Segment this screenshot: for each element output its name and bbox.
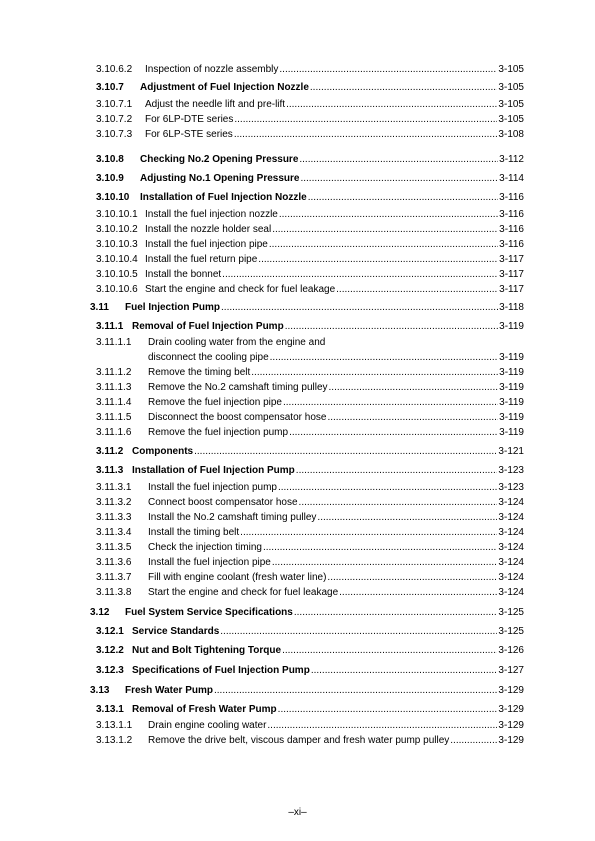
toc-entry-page: 3-119 — [499, 427, 524, 438]
dot-leader — [310, 82, 498, 94]
toc-entry-page: 3-124 — [498, 512, 524, 523]
page-number-footer: –xi– — [288, 807, 307, 818]
toc-entry-number: 3.11.2 — [96, 446, 124, 457]
toc-entry-title: Remove the No.2 camshaft timing pulley — [148, 382, 328, 393]
toc-entry-number: 3.13.1.1 — [96, 720, 133, 731]
dot-leader — [278, 482, 497, 494]
toc-entry-number: 3.11.3 — [96, 465, 124, 476]
toc-entry-title: Connect boost compensator hose — [148, 497, 298, 508]
toc-entry-page: 3-127 — [498, 665, 524, 676]
toc-entry-title: disconnect the cooling pipe — [148, 352, 269, 363]
toc-entry-number: 3.11.3.6 — [96, 557, 132, 568]
toc-entry-number: 3.11.3.3 — [96, 512, 132, 523]
toc-entry-number: 3.10.10.6 — [96, 284, 138, 295]
toc-entry-number: 3.13 — [90, 685, 110, 696]
toc-entry-number: 3.11.3.5 — [96, 542, 132, 553]
toc-entry-number: 3.11.1.2 — [96, 367, 132, 378]
toc-entry-page: 3-125 — [498, 626, 524, 637]
toc-entry[interactable] — [96, 624, 524, 638]
toc-entry-page: 3-124 — [498, 557, 524, 568]
toc-entry-title: Drain cooling water from the engine and — [148, 337, 326, 348]
dot-leader — [308, 192, 498, 204]
toc-entry-title: Install the fuel return pipe — [145, 254, 258, 265]
toc-entry-title: Nut and Bolt Tightening Torque — [132, 645, 282, 656]
toc-entry-page: 3-105 — [498, 114, 524, 125]
toc-entry-page: 3-129 — [498, 685, 524, 696]
toc-entry-page: 3-116 — [499, 224, 524, 235]
toc-entry-title: Install the bonnet — [145, 269, 222, 280]
toc-entry[interactable] — [96, 510, 524, 524]
toc-entry[interactable] — [96, 425, 524, 439]
toc-entry-title: Adjusting No.1 Opening Pressure — [140, 173, 300, 184]
dot-leader — [327, 412, 498, 424]
toc-entry-page: 3-124 — [498, 587, 524, 598]
toc-entry-title: Fuel System Service Specifications — [125, 607, 293, 618]
toc-entry-title: Install the timing belt — [148, 527, 240, 538]
toc-entry-number: 3.10.10.2 — [96, 224, 138, 235]
toc-entry[interactable] — [96, 97, 524, 111]
dot-leader — [272, 557, 498, 569]
toc-entry-page: 3-105 — [498, 82, 524, 93]
toc-entry-title: Checking No.2 Opening Pressure — [140, 154, 299, 165]
toc-entry-number: 3.11.3.4 — [96, 527, 132, 538]
toc-entry-title: Removal of Fresh Water Pump — [132, 704, 277, 715]
toc-entry-page: 3-123 — [498, 465, 524, 476]
toc-entry-title: Install the fuel injection pipe — [145, 239, 268, 250]
toc-entry-title: Inspection of nozzle assembly — [145, 64, 279, 75]
toc-entry-number: 3.10.7.2 — [96, 114, 133, 125]
dot-leader — [294, 607, 498, 619]
toc-entry[interactable] — [96, 252, 524, 266]
toc-entry-title: Check the injection timing — [148, 542, 262, 553]
toc-entry[interactable] — [96, 444, 524, 458]
toc-entry-number: 3.11.3.2 — [96, 497, 132, 508]
toc-entry-number: 3.10.7.3 — [96, 129, 133, 140]
toc-entry-title: Install the fuel injection nozzle — [145, 209, 278, 220]
dot-leader — [269, 239, 498, 251]
toc-entry[interactable] — [96, 62, 524, 76]
toc-entry[interactable] — [96, 410, 524, 424]
toc-entry-number: 3.10.10.3 — [96, 239, 138, 250]
toc-entry[interactable] — [96, 171, 524, 185]
dot-leader — [286, 99, 497, 111]
toc-entry-number: 3.10.7.1 — [96, 99, 133, 110]
toc-entry-title: Components — [132, 446, 194, 457]
toc-entry-title: Service Standards — [132, 626, 220, 637]
toc-entry[interactable] — [96, 395, 524, 409]
toc-entry[interactable] — [96, 237, 524, 251]
dot-leader — [336, 284, 498, 296]
toc-entry-title: Start the engine and check for fuel leakage — [148, 587, 339, 598]
dot-leader — [221, 302, 498, 314]
toc-entry[interactable] — [96, 222, 524, 236]
toc-entry-number: 3.10.8 — [96, 154, 124, 165]
toc-entry-number: 3.12.1 — [96, 626, 124, 637]
toc-entry-number: 3.10.10.4 — [96, 254, 138, 265]
toc-entry-number: 3.11 — [90, 302, 109, 313]
toc-entry[interactable] — [96, 350, 524, 364]
toc-entry-page: 3-123 — [498, 482, 524, 493]
toc-entry-number: 3.13.1.2 — [96, 735, 133, 746]
toc-entry-number: 3.10.10.1 — [96, 209, 138, 220]
toc-entry-page: 3-129 — [498, 720, 524, 731]
toc-entry[interactable] — [96, 112, 524, 126]
toc-entry-page: 3-119 — [499, 382, 524, 393]
dot-leader — [299, 497, 498, 509]
toc-entry-page: 3-129 — [498, 735, 524, 746]
toc-entry-title: Remove the fuel injection pump — [148, 427, 289, 438]
toc-entry-number: 3.10.10 — [96, 192, 130, 203]
toc-entry-page: 3-105 — [498, 99, 524, 110]
toc-entry-number: 3.11.1.4 — [96, 397, 132, 408]
toc-entry[interactable] — [96, 718, 524, 732]
dot-leader — [194, 446, 497, 458]
toc-entry[interactable] — [96, 733, 524, 747]
toc-entry-page: 3-119 — [499, 412, 524, 423]
toc-entry-number: 3.12.2 — [96, 645, 124, 656]
dot-leader — [327, 572, 497, 584]
toc-entry-page: 3-116 — [499, 209, 524, 220]
dot-leader — [289, 427, 498, 439]
toc-entry[interactable] — [96, 335, 524, 349]
toc-entry-number: 3.11.1.1 — [96, 337, 132, 348]
toc-entry[interactable] — [96, 80, 524, 94]
toc-entry-title: For 6LP-STE series — [145, 129, 233, 140]
toc-entry-page: 3-114 — [499, 173, 524, 184]
toc-entry-page: 3-125 — [498, 607, 524, 618]
dot-leader — [234, 129, 498, 141]
toc-entry-title: Start the engine and check for fuel leakage — [145, 284, 336, 295]
dot-leader — [279, 209, 498, 221]
dot-leader — [283, 397, 498, 409]
toc-entry[interactable] — [96, 540, 524, 554]
toc-entry[interactable] — [96, 267, 524, 281]
toc-entry[interactable] — [90, 300, 524, 314]
dot-leader — [282, 645, 497, 657]
toc-entry-page: 3-117 — [499, 269, 524, 280]
dot-leader — [329, 382, 499, 394]
toc-entry-title: Installation of Fuel Injection Pump — [132, 465, 295, 476]
toc-entry[interactable] — [96, 380, 524, 394]
dot-leader — [279, 64, 497, 76]
dot-leader — [234, 114, 497, 126]
toc-entry-page: 3-119 — [499, 321, 524, 332]
toc-entry-number: 3.12.3 — [96, 665, 124, 676]
toc-entry-number: 3.10.9 — [96, 173, 124, 184]
toc-entry-title: Fuel Injection Pump — [125, 302, 221, 313]
toc-entry-title: Remove the timing belt — [148, 367, 251, 378]
toc-entry-title: Installation of Fuel Injection Nozzle — [140, 192, 307, 203]
toc-entry-number: 3.11.3.1 — [96, 482, 132, 493]
toc-entry-title: Adjustment of Fuel Injection Nozzle — [140, 82, 309, 93]
dot-leader — [258, 254, 498, 266]
toc-entry-title: Specifications of Fuel Injection Pump — [132, 665, 310, 676]
toc-entry-page: 3-105 — [498, 64, 524, 75]
dot-leader — [267, 720, 497, 732]
toc-entry-page: 3-126 — [498, 645, 524, 656]
toc-entry-number: 3.12 — [90, 607, 110, 618]
toc-entry-page: 3-116 — [499, 239, 524, 250]
dot-leader — [299, 154, 498, 166]
toc-entry-page: 3-119 — [499, 397, 524, 408]
dot-leader — [300, 173, 498, 185]
dot-leader — [311, 665, 498, 677]
toc-entry[interactable] — [96, 570, 524, 584]
toc-entry-number: 3.11.3.7 — [96, 572, 132, 583]
toc-entry-title: Install the fuel injection pump — [148, 482, 277, 493]
toc-entry[interactable] — [96, 152, 524, 166]
toc-entry-title: Removal of Fuel Injection Pump — [132, 321, 284, 332]
dot-leader — [214, 685, 497, 697]
toc-entry[interactable] — [96, 127, 524, 141]
dot-leader — [222, 269, 498, 281]
toc-entry[interactable] — [96, 585, 524, 599]
toc-entry-number: 3.13.1 — [96, 704, 124, 715]
dot-leader — [285, 321, 498, 333]
toc-entry-number: 3.11.3.8 — [96, 587, 132, 598]
toc-entry-title: Fresh Water Pump — [125, 685, 213, 696]
dot-leader — [278, 704, 498, 716]
toc-entry[interactable] — [90, 683, 524, 697]
toc-entry-page: 3-119 — [499, 367, 524, 378]
toc-entry[interactable] — [96, 480, 524, 494]
toc-entry-number: 3.11.1 — [96, 321, 124, 332]
toc-entry[interactable] — [96, 643, 524, 657]
toc-entry[interactable] — [96, 190, 524, 204]
toc-entry-title: Adjust the needle lift and pre-lift — [145, 99, 286, 110]
toc-entry-title: Install the fuel injection pipe — [148, 557, 271, 568]
toc-entry[interactable] — [96, 525, 524, 539]
toc-entry-page: 3-116 — [499, 192, 524, 203]
toc-entry[interactable] — [96, 282, 524, 296]
toc-entry-title: Fill with engine coolant (fresh water line) — [148, 572, 327, 583]
toc-entry-page: 3-121 — [498, 446, 524, 457]
dot-leader — [450, 735, 497, 747]
toc-entry[interactable] — [96, 365, 524, 379]
toc-entry-title: Disconnect the boost compensator hose — [148, 412, 327, 423]
toc-entry[interactable] — [96, 319, 524, 333]
toc-entry[interactable] — [96, 663, 524, 677]
toc-entry-number: 3.10.6.2 — [96, 64, 133, 75]
toc-entry-page: 3-118 — [499, 302, 524, 313]
toc-entry-page: 3-124 — [498, 497, 524, 508]
dot-leader — [263, 542, 497, 554]
toc-entry-page: 3-129 — [498, 704, 524, 715]
dot-leader — [240, 527, 497, 539]
toc-entry-page: 3-117 — [499, 254, 524, 265]
toc-entry[interactable] — [96, 463, 524, 477]
toc-entry[interactable] — [96, 207, 524, 221]
toc-entry-number: 3.11.1.6 — [96, 427, 132, 438]
dot-leader — [339, 587, 497, 599]
toc-entry-page: 3-119 — [499, 352, 524, 363]
toc-entry-page: 3-124 — [498, 572, 524, 583]
toc-entry-title: Remove the fuel injection pipe — [148, 397, 282, 408]
toc-entry[interactable] — [90, 605, 524, 619]
toc-entry-number: 3.10.7 — [96, 82, 124, 93]
dot-leader — [251, 367, 498, 379]
toc-entry[interactable] — [96, 555, 524, 569]
toc-entry[interactable] — [96, 495, 524, 509]
toc-entry-number: 3.11.1.5 — [96, 412, 132, 423]
toc-entry-page: 3-124 — [498, 542, 524, 553]
dot-leader — [220, 626, 497, 638]
toc-entry-number: 3.11.1.3 — [96, 382, 132, 393]
toc-entry-title: Install the nozzle holder seal — [145, 224, 272, 235]
toc-entry-page: 3-108 — [498, 129, 524, 140]
toc-entry-title: Remove the drive belt, viscous damper and fresh water pump pulley — [148, 735, 450, 746]
dot-leader — [317, 512, 497, 524]
dot-leader — [296, 465, 498, 477]
toc-entry-page: 3-117 — [499, 284, 524, 295]
dot-leader — [270, 352, 499, 364]
toc-entry-title: Drain engine cooling water — [148, 720, 267, 731]
toc-entry-title: For 6LP-DTE series — [145, 114, 234, 125]
dot-leader — [272, 224, 498, 236]
toc-entry-title: Install the No.2 camshaft timing pulley — [148, 512, 317, 523]
toc-entry-page: 3-112 — [499, 154, 524, 165]
toc-entry-number: 3.10.10.5 — [96, 269, 138, 280]
toc-entry[interactable] — [96, 702, 524, 716]
toc-entry-page: 3-124 — [498, 527, 524, 538]
